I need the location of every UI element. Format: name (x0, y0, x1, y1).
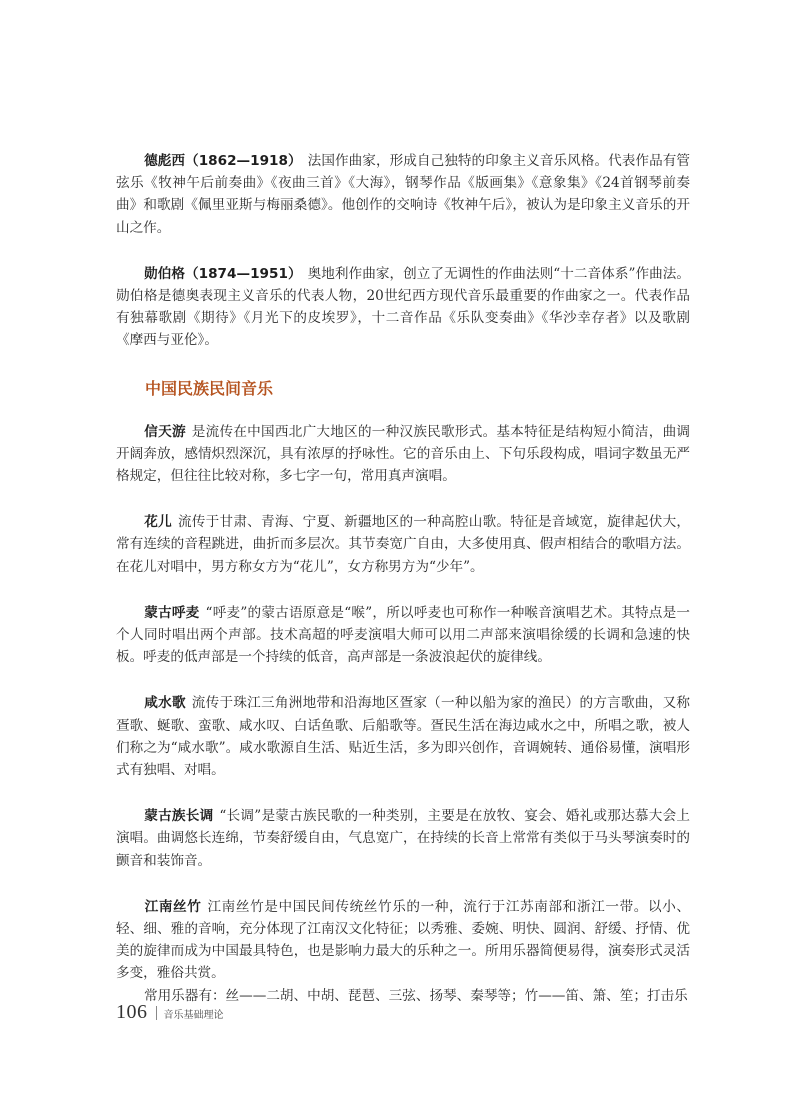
folk-entry-jiangnan-sizhu (116, 896, 690, 1007)
folk-entry-huaer (116, 511, 690, 578)
entry-term: 咸水歌 (144, 695, 186, 712)
page-number: 106 (116, 1001, 148, 1023)
entry-term: 江南丝竹 (144, 898, 202, 915)
entry-text: 流传于甘肃、青海、宁夏、新疆地区的一种高腔山歌。特征是音域宽，旋律起伏大，常有连续的音程跳进，曲折而多层次。其节奏宽广自由，大多使用真、假声相结合的歌唱方法。在花儿对唱中，男方称女方为“花儿”，女方称男方为“少年”。 (116, 514, 691, 575)
entry-text: 奥地利作曲家，创立了无调性的作曲法则“十二音体系”作曲法。勋伯格是德奥表现主义音乐的代表人物，20世纪西方现代音乐最重要的作曲家之一。代表作品有独幕歌剧《期待》《月光下的皮埃罗》，十二音作品《乐队变奏曲》《华沙幸存者》以及歌剧《摩西与亚伦》。 (116, 265, 691, 349)
folk-entry-khoomei (116, 602, 690, 669)
entry-term: 勋伯格（1874—1951） (144, 265, 302, 282)
entry-text: 江南丝竹是中国民间传统丝竹乐的一种，流行于江苏南部和浙江一带。以小、轻、细、雅的音响，充分体现了江南汉文化特征；以秀雅、委婉、明快、圆润、舒缓、抒情、优美的旋律而成为中国最具特色，也是影响力最大的乐种之一。所用乐器简便易得，演奏形式灵活多变，雅俗共赏。 (116, 898, 691, 982)
book-title: 音乐基础理论 (163, 1010, 224, 1021)
folk-entry-xianshuige (116, 692, 690, 781)
entry-text: “长调”是蒙古族民歌的一种类别，主要是在放牧、宴会、婚礼或那达慕大会上演唱。曲调悠长连绵，节奏舒缓自由，气息宽广，在持续的长音上常常有类似于马头琴演奏时的颤音和装饰音。 (116, 808, 690, 869)
entry-text: 是流传在中国西北广大地区的一种汉族民歌形式。基本特征是结构短小简洁，曲调开阔奔放，感情炽烈深沉，具有浓厚的抒咏性。它的音乐由上、下句乐段构成，唱词字数虽无严格规定，但往往比较对称，多七字一句，常用真声演唱。 (116, 423, 691, 485)
entry-term: 蒙古族长调 (144, 808, 214, 825)
folk-entry-xintianyou (116, 421, 690, 488)
entry-term: 花儿 (144, 514, 172, 531)
section-title: 中国民族民间音乐 (145, 378, 274, 398)
entry-term: 信天游 (144, 423, 186, 440)
entry-text: 法国作曲家，形成自己独特的印象主义音乐风格。代表作品有管弦乐《牧神午后前奏曲》《夜曲三首》《大海》，钢琴作品《版画集》《意象集》《24首钢琴前奏曲》和歌剧《佩里亚斯与梅丽桑德》。他创作的交响诗《牧神午后》，被认为是印象主义音乐的开山之作。 (116, 153, 690, 236)
entry-text-2: 常用乐器有：丝——二胡、中胡、琵琶、三弦、扬琴、秦琴等；竹——笛、箫、笙；打击乐 (144, 987, 688, 1004)
folk-entry-changdiao (116, 805, 690, 872)
entry-term: 德彪西（1862—1918） (144, 153, 302, 169)
page-footer (116, 1001, 224, 1024)
composer-entry-debussy (116, 150, 690, 239)
page-content (116, 150, 690, 1031)
footer-divider (156, 1006, 157, 1020)
entry-term: 蒙古呼麦 (144, 604, 200, 621)
entry-text: 流传于珠江三角洲地带和沿海地区疍家（一种以船为家的渔民）的方言歌曲，又称疍歌、蜒歌、蛮歌、咸水叹、白话鱼歌、后船歌等。疍民生活在海边咸水之中，所唱之歌，被人们称之为“咸水歌”。咸水歌源自生活、贴近生活，多为即兴创作，音调婉转、通俗易懂，演唱形式有独唱、对唱。 (116, 695, 691, 779)
composer-entry-schoenberg (116, 263, 690, 352)
entry-text: “呼麦”的蒙古语原意是“喉”，所以呼麦也可称作一种喉音演唱艺术。其特点是一个人同时唱出两个声部。技术高超的呼麦演唱大师可以用二声部来演唱徐缓的长调和急速的快板。呼麦的低声部是一个持续的低音，高声部是一条波浪起伏的旋律线。 (116, 604, 691, 666)
